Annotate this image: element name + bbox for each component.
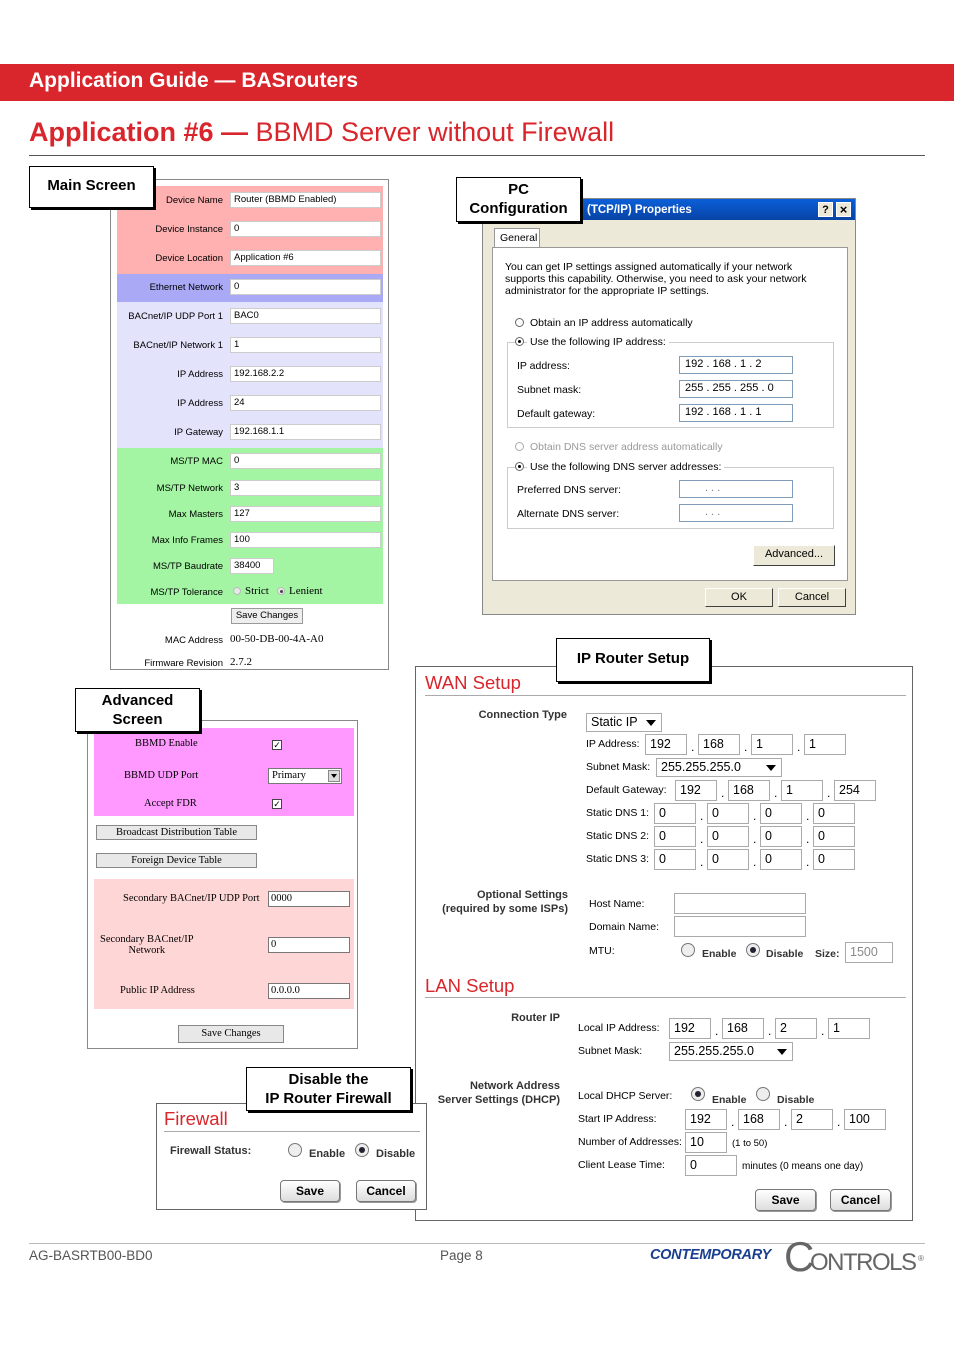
dhcp-settings-label: Network Address Server Settings (DHCP) <box>437 1080 560 1106</box>
domain-name-label: Domain Name: <box>589 921 660 933</box>
help-icon[interactable]: ? <box>818 202 833 217</box>
device-instance-field[interactable]: 0 <box>230 221 381 237</box>
advanced-save-button[interactable]: Save Changes <box>178 1025 284 1043</box>
tcpip-properties-window <box>482 198 856 615</box>
obtain-dns-label: Obtain DNS server address automatically <box>530 441 723 453</box>
dns2-octet-4[interactable]: 0 <box>813 826 855 847</box>
firewall-enable-label: Enable <box>309 1148 346 1160</box>
ip-gateway-field[interactable]: 192.168.1.1 <box>230 424 381 440</box>
secondary-port-label: Secondary BACnet/IP UDP Port <box>123 893 260 904</box>
wan-gateway-label: Default Gateway: <box>586 784 667 796</box>
wan-subnet-select[interactable]: 255.255.255.0 <box>656 758 782 777</box>
start-ip-octet-3[interactable]: 2 <box>791 1109 833 1130</box>
ip-address-field[interactable]: 192.168.2.2 <box>230 366 381 382</box>
dns2-octet-1[interactable]: 0 <box>654 826 696 847</box>
chevron-down-icon <box>646 720 656 726</box>
router-cancel-button[interactable]: Cancel <box>830 1189 891 1211</box>
logo-registered: ® <box>918 1254 924 1263</box>
default-gateway-field[interactable]: 192 . 168 . 1 . 1 <box>679 404 793 422</box>
title-divider <box>29 155 925 156</box>
udp-port-field[interactable]: BAC0 <box>230 308 381 324</box>
obtain-dns-radio[interactable] <box>515 442 524 451</box>
use-ip-label: Use the following IP address: <box>527 336 669 348</box>
accept-fdr-checkbox[interactable]: ✓ <box>273 799 281 809</box>
dhcp-enable-label: Enable <box>712 1094 747 1106</box>
chevron-down-icon <box>777 1049 787 1055</box>
wan-gateway-octet-1[interactable]: 192 <box>675 780 717 801</box>
start-ip-octet-1[interactable]: 192 <box>685 1109 727 1130</box>
mstp-network-field[interactable]: 3 <box>230 480 381 496</box>
close-icon[interactable]: × <box>836 202 851 217</box>
obtain-ip-radio[interactable] <box>515 318 524 327</box>
logo-c: C <box>784 1233 815 1280</box>
mtu-disable-radio[interactable] <box>746 943 760 957</box>
dhcp-enable-radio[interactable] <box>691 1087 705 1101</box>
firewall-status-label: Firewall Status: <box>170 1145 252 1157</box>
use-dns-label: Use the following DNS server addresses: <box>527 461 724 473</box>
strict-radio[interactable] <box>233 587 241 595</box>
window-title: (TCP/IP) Properties <box>587 204 692 216</box>
lenient-radio[interactable] <box>277 587 285 595</box>
callout-advanced-screen: Advanced Screen <box>75 688 200 732</box>
host-name-label: Host Name: <box>589 898 645 910</box>
public-ip-label: Public IP Address <box>120 985 195 996</box>
lan-subnet-label: Subnet Mask: <box>578 1045 643 1057</box>
wan-gateway-octet-3[interactable]: 1 <box>781 780 823 801</box>
wan-ip-octet-3[interactable]: 1 <box>751 734 793 755</box>
mstp-mac-field[interactable]: 0 <box>230 453 381 469</box>
obtain-ip-label: Obtain an IP address automatically <box>530 317 693 329</box>
bacnet-network-field[interactable]: 1 <box>230 337 381 353</box>
local-ip-octet-3[interactable]: 2 <box>775 1018 817 1039</box>
local-ip-octet-4[interactable]: 1 <box>828 1018 870 1039</box>
chevron-down-icon <box>328 770 340 782</box>
dns2-octet-2[interactable]: 0 <box>707 826 749 847</box>
use-ip-radio[interactable] <box>515 337 524 346</box>
company-logo <box>650 1233 930 1280</box>
local-ip-octet-2[interactable]: 168 <box>722 1018 764 1039</box>
header-banner <box>0 64 954 101</box>
gateway-label: Default gateway: <box>517 408 596 420</box>
dns1-octet-2[interactable]: 0 <box>707 803 749 824</box>
wan-ip-octet-1[interactable]: 192 <box>645 734 687 755</box>
start-ip-octet-2[interactable]: 168 <box>738 1109 780 1130</box>
lease-time-field[interactable]: 0 <box>685 1155 737 1176</box>
bbmd-enable-checkbox[interactable]: ✓ <box>273 740 281 750</box>
firewall-save-button[interactable]: Save <box>280 1180 340 1202</box>
subnet-mask-field[interactable]: 255 . 255 . 255 . 0 <box>679 380 793 398</box>
mtu-size-label: Size: <box>815 948 840 960</box>
mtu-disable-label: Disable <box>766 948 804 960</box>
ok-button[interactable]: OK <box>705 588 773 607</box>
alternate-dns-label: Alternate DNS server: <box>517 508 620 520</box>
firewall-title: Firewall <box>164 1108 228 1129</box>
bbmd-enable-label: BBMD Enable <box>135 738 198 749</box>
firewall-divider <box>164 1131 420 1132</box>
ip-address-label: IP address: <box>517 360 570 372</box>
public-ip-field[interactable]: 0.0.0.0 <box>268 983 350 999</box>
accept-fdr-label: Accept FDR <box>144 798 197 809</box>
ip-router-setup-panel: WAN Setup Connection Type Static IP IP Address: 192 . 168 . 1 . 1 Subnet Mask: 255.255.255.0 Default Gateway: 192 . 168 . 1 . 254 Static DNS 1: 0 . 0 . 0 . 0 Static DNS 2: 0 . 0 . 0 . 0 Static DNS 3: 0 . 0 . 0 . 0 Optional Settings (required by some ISPs) Host Name: Domain Name: MTU: Enable Disable Size: 1500 LAN Setup Router IP Local IP Address: 192 . 168 . 2 . 1 Subnet Mask: 255.255.255.0 Network Address Server Settings (DHCP) Local DHCP Server: Enable Disable Start IP Address: 192 . 168 . 2 . 100 Number of Addresses: 10 (1 to 50) Client Lease Time: 0 minutes (0 means one day) Save Cancel <box>415 666 913 1221</box>
router-save-button[interactable]: Save <box>755 1189 816 1211</box>
banner-title: Application Guide — BASrouters <box>29 69 359 92</box>
dns3-octet-4[interactable]: 0 <box>813 849 855 870</box>
firewall-disable-label: Disable <box>376 1148 416 1160</box>
device-location-field[interactable]: Application #6 <box>230 250 381 266</box>
lease-time-hint: minutes (0 means one day) <box>742 1161 864 1172</box>
doc-id: AG-BASRTB00-BD0 <box>29 1248 153 1263</box>
start-ip-octet-4[interactable]: 100 <box>844 1109 886 1130</box>
mac-value: 00-50-DB-00-4A-A0 <box>230 633 324 645</box>
dns3-octet-1[interactable]: 0 <box>654 849 696 870</box>
advanced-button[interactable]: Advanced... <box>753 545 835 566</box>
domain-name-field[interactable] <box>674 916 806 937</box>
lease-time-label: Client Lease Time: <box>578 1159 665 1171</box>
num-addresses-hint: (1 to 50) <box>732 1138 768 1149</box>
local-ip-label: Local IP Address: <box>578 1022 660 1034</box>
strict-label: Strict <box>245 585 269 597</box>
dns3-label: Static DNS 3: <box>586 853 650 865</box>
cancel-button[interactable]: Cancel <box>778 588 846 607</box>
connection-type-label: Connection Type <box>478 709 567 721</box>
max-masters-field[interactable]: 127 <box>230 506 381 522</box>
use-dns-radio[interactable] <box>515 462 524 471</box>
secondary-port-field[interactable]: 0000 <box>268 891 350 907</box>
main-screen-panel: Device Name Router (BBMD Enabled) Device Instance 0 Device Location Application #6 Ethernet Network 0 BACnet/IP UDP Port 1 BAC0 BACnet/IP Network 1 1 IP Address 192.168.2.2 IP Address 24 IP Gateway 192.168.1.1 MS/TP MAC 0 MS/TP Network 3 Max Masters 127 Max Info Frames 100 MS/TP Baudrate 38400 MS/TP Tolerance Strict Lenient Save Changes MAC Address 00-50-DB-00-4A-A0 Firmware Revision 2.7.2 <box>110 179 389 670</box>
wan-subnet-label: Subnet Mask: <box>586 761 651 773</box>
local-ip-octet-1[interactable]: 192 <box>669 1018 711 1039</box>
firewall-disable-radio[interactable] <box>355 1143 369 1157</box>
subnet-label: Subnet mask: <box>517 384 582 396</box>
ethernet-network-field[interactable]: 0 <box>230 279 381 295</box>
logo-contemporary: CONTEMPORARY <box>650 1247 772 1263</box>
firmware-value: 2.7.2 <box>230 656 252 668</box>
callout-ip-router-setup: IP Router Setup <box>556 638 710 682</box>
firewall-cancel-button[interactable]: Cancel <box>356 1180 416 1202</box>
dhcp-disable-label: Disable <box>777 1094 815 1106</box>
dhcp-server-label: Local DHCP Server: <box>578 1090 673 1102</box>
host-name-field[interactable] <box>674 893 806 914</box>
advanced-screen-panel <box>87 720 358 1049</box>
main-save-button[interactable]: Save Changes <box>231 608 303 624</box>
wan-ip-octet-4[interactable]: 1 <box>804 734 846 755</box>
mtu-size-field[interactable]: 1500 <box>845 942 893 963</box>
dns3-octet-2[interactable]: 0 <box>707 849 749 870</box>
dns2-label: Static DNS 2: <box>586 830 650 842</box>
page-title <box>29 117 614 148</box>
num-addresses-label: Number of Addresses: <box>578 1136 682 1148</box>
lan-subnet-select[interactable]: 255.255.255.0 <box>669 1042 793 1061</box>
dhcp-disable-radio[interactable] <box>756 1087 770 1101</box>
dns3-octet-3[interactable]: 0 <box>760 849 802 870</box>
tab-content <box>492 247 848 581</box>
alternate-dns-field[interactable]: . . . <box>679 504 793 522</box>
lenient-label: Lenient <box>289 585 323 597</box>
wan-ip-octet-2[interactable]: 168 <box>698 734 740 755</box>
preferred-dns-field[interactable]: . . . <box>679 480 793 498</box>
wan-gateway-octet-2[interactable]: 168 <box>728 780 770 801</box>
title-bold: Application #6 — <box>29 117 249 147</box>
mtu-enable-radio[interactable] <box>681 943 695 957</box>
tab-general[interactable]: General <box>494 228 540 248</box>
wan-setup-title: WAN Setup <box>425 672 521 693</box>
connection-type-select[interactable]: Static IP <box>586 713 662 732</box>
mstp-section <box>117 448 383 604</box>
num-addresses-field[interactable]: 10 <box>685 1132 727 1153</box>
start-ip-label: Start IP Address: <box>578 1113 657 1125</box>
bbmd-udp-select[interactable]: Primary <box>268 768 342 784</box>
title-rest: BBMD Server without Firewall <box>248 117 615 147</box>
firewall-panel <box>156 1103 427 1210</box>
chevron-down-icon <box>766 765 776 771</box>
dns1-octet-4[interactable]: 0 <box>813 803 855 824</box>
fdt-button[interactable]: Foreign Device Table <box>96 853 257 868</box>
wan-divider <box>425 695 906 696</box>
callout-main-screen: Main Screen <box>29 166 154 208</box>
intro-text: You can get IP settings assigned automatically if your network supports this capability. Otherwise, you need to ask your network administrator for the appropriate IP settings. <box>505 261 807 297</box>
router-ip-label: Router IP <box>511 1012 560 1024</box>
lan-divider <box>425 997 906 998</box>
wan-gateway-octet-4[interactable]: 254 <box>834 780 876 801</box>
max-info-frames-field[interactable]: 100 <box>230 532 381 548</box>
bdt-button[interactable]: Broadcast Distribution Table <box>96 825 257 840</box>
baudrate-field[interactable]: 38400 <box>230 558 274 574</box>
dns1-octet-3[interactable]: 0 <box>760 803 802 824</box>
secondary-network-field[interactable]: 0 <box>268 937 350 953</box>
preferred-dns-label: Preferred DNS server: <box>517 484 621 496</box>
page-number: Page 8 <box>440 1248 483 1263</box>
secondary-network-label: Secondary BACnet/IP Network <box>100 934 194 956</box>
dns1-label: Static DNS 1: <box>586 807 650 819</box>
optional-settings-label: Optional Settings (required by some ISPs) <box>442 889 568 915</box>
logo-controls: ONTROLS <box>810 1249 916 1276</box>
wan-ip-label: IP Address: <box>586 738 640 750</box>
bbmd-udp-label: BBMD UDP Port <box>124 770 199 781</box>
device-name-field[interactable]: Router (BBMD Enabled) <box>230 192 381 208</box>
lan-setup-title: LAN Setup <box>425 975 515 996</box>
callout-pc-configuration: PC Configuration <box>456 177 581 222</box>
dns2-octet-3[interactable]: 0 <box>760 826 802 847</box>
mtu-label: MTU: <box>589 945 615 957</box>
ip-mask-field[interactable]: 24 <box>230 395 381 411</box>
mtu-enable-label: Enable <box>702 948 737 960</box>
ip-address-field[interactable]: 192 . 168 . 1 . 2 <box>679 356 793 374</box>
callout-disable-firewall: Disable the IP Router Firewall <box>246 1067 411 1111</box>
dns1-octet-1[interactable]: 0 <box>654 803 696 824</box>
firewall-enable-radio[interactable] <box>288 1143 302 1157</box>
